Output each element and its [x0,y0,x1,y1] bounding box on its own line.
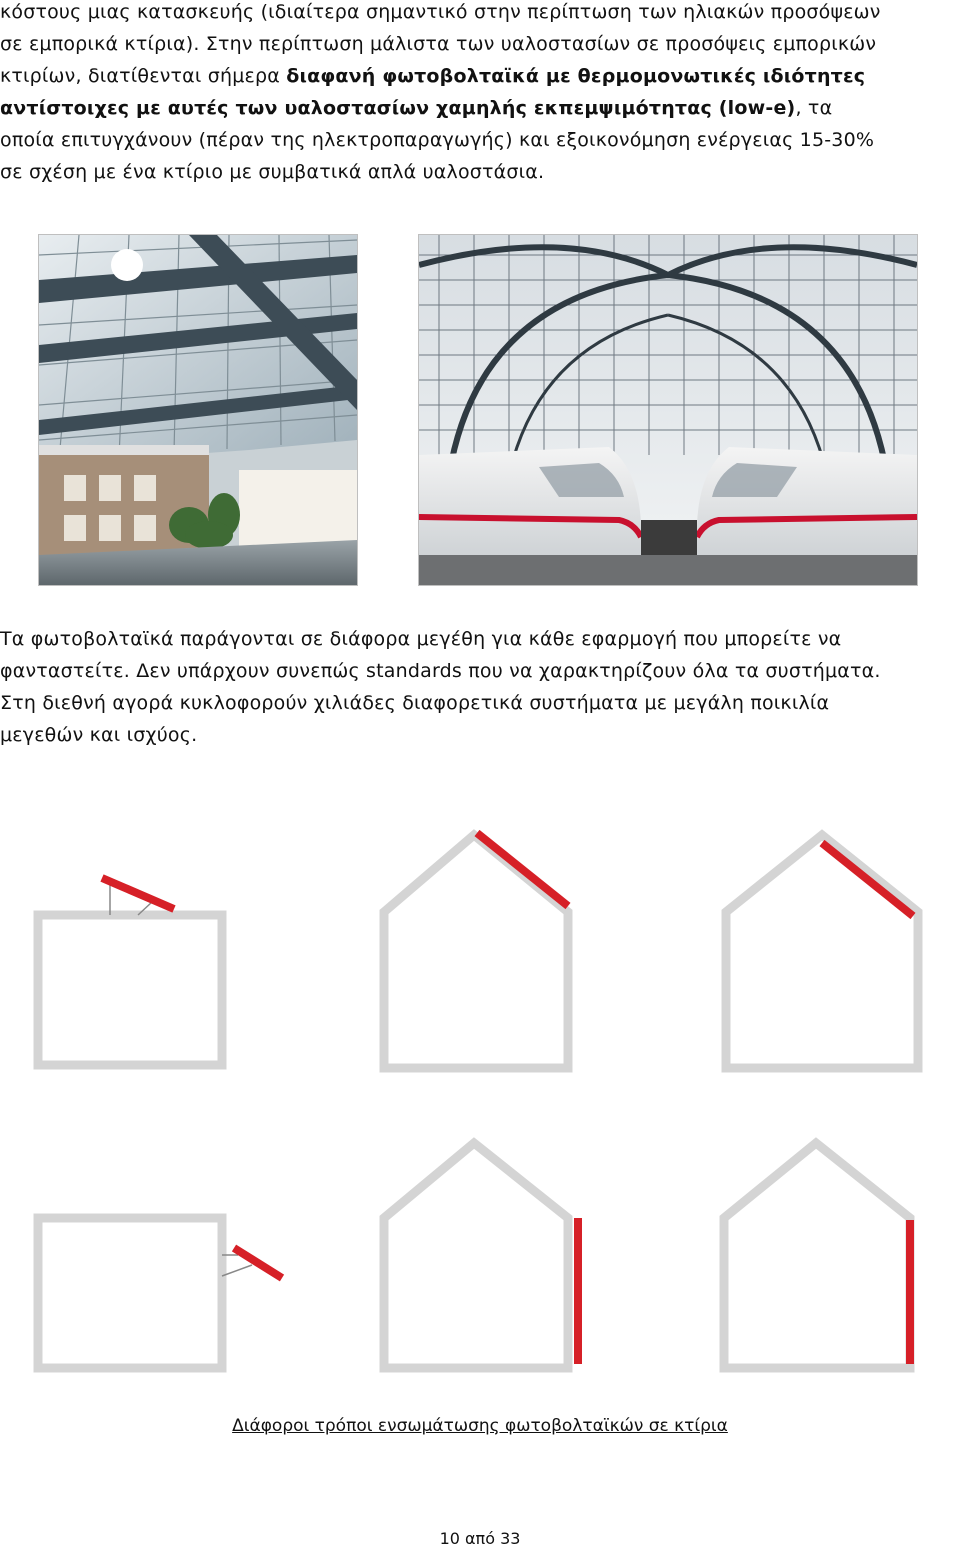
bold-text-run: διαφανή φωτοβολταϊκά με θερμομονωτικές ιδιότητες [286,65,866,87]
text-line: φανταστείτε. Δεν υπάρχουν συνεπώς standards που να χαρακτηρίζουν όλα τα συστήματα. [0,660,881,682]
pv-panel-roof-integrated [477,833,568,906]
pv-panel-facade-shading [234,1248,282,1278]
building-pitched-roof [384,1143,568,1368]
building-pitched-roof [726,835,918,1068]
text-line [0,92,958,124]
bold-text-run: αντίστοιχες με αυτές των υαλοστασίων χαμηλής εκπεμψιμότητας (low-e) [0,97,796,119]
hall-pv-roof-photo [38,234,358,586]
text-line: οποία επιτυγχάνουν (πέραν της ηλεκτροπαραγωγής) και εξοικονόμηση ενέργειας 15-30% [0,129,875,151]
diagram-caption [0,1414,960,1438]
text-line: κόστους μιας κατασκευής (ιδιαίτερα σημαντικό στην περίπτωση των ηλιακών προσόψεων [0,1,881,23]
station-pv-roof-photo [418,234,918,586]
building-flat-roof [38,915,222,1065]
text-line: μεγεθών και ισχύος. [0,724,198,746]
text-run: κτιρίων, διατίθενται σήμερα [0,65,287,87]
text-line [0,60,958,92]
station-photo-illustration [419,235,917,585]
text-line: Στη διεθνή αγορά κυκλοφορούν χιλιάδες διαφορετικά συστήματα με μεγάλη ποικιλία [0,692,830,714]
pv-integration-diagram [0,770,960,1410]
building-outlines [38,835,918,1368]
text-line: σε εμπορικά κτίρια). Στην περίπτωση μάλιστα των υαλοστασίων σε προσόψεις εμπορικών [0,33,877,55]
sizes-paragraph [0,623,958,751]
text-line: Τα φωτοβολταϊκά παράγονται σε διάφορα μεγέθη για κάθε εφαρμογή που μπορείτε να [0,628,842,650]
intro-paragraph [0,0,958,188]
page-number: 10 από 33 [439,1529,521,1548]
hall-photo-illustration [39,235,357,585]
caption-text: Διάφοροι τρόποι ενσωμάτωσης φωτοβολταϊκών σε κτίρια [232,1416,728,1436]
building-pitched-roof [384,835,568,1068]
text-run: , τα [795,97,833,119]
pv-panel-roof-integrated [822,843,913,916]
building-pitched-roof [724,1143,910,1368]
pv-panel-flat-roof [102,878,174,909]
text-line: σε σχέση με ένα κτίριο με συμβατικά απλά υαλοστάσια. [0,161,545,183]
building-flat-roof [38,1218,222,1368]
